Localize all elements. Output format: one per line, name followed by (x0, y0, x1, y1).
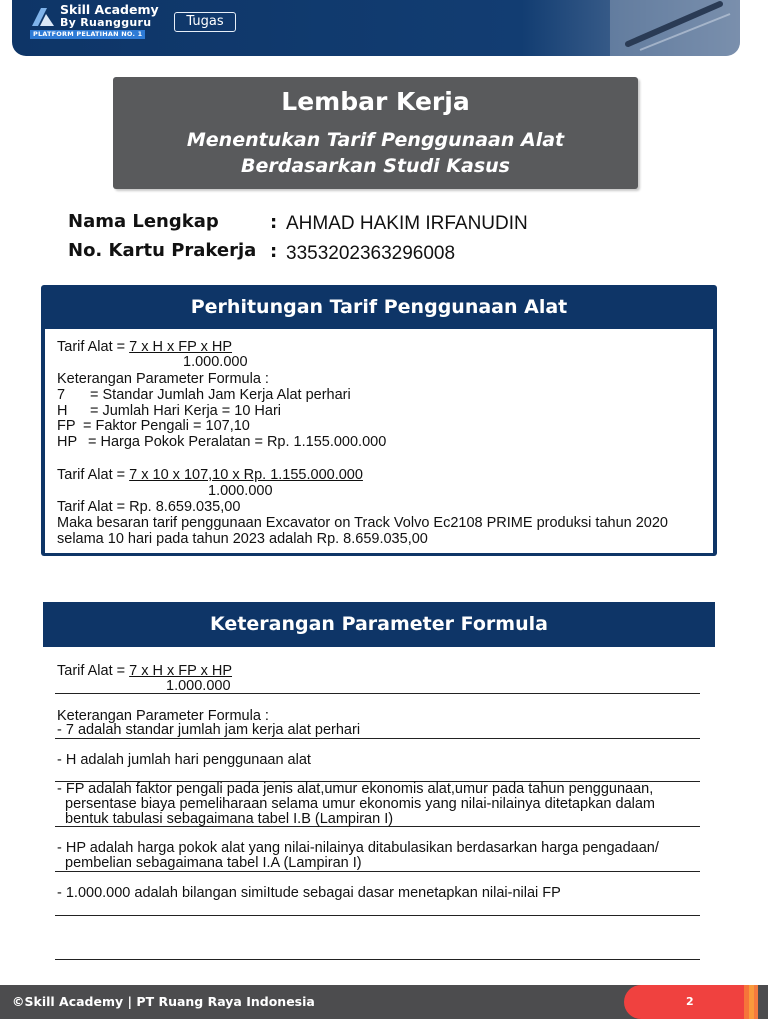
calculation-header: Perhitungan Tarif Penggunaan Alat (190, 296, 568, 318)
divider (55, 959, 700, 960)
calculation-section (41, 285, 717, 556)
conclusion-line2: selama 10 hari pada tahun 2023 adalah Rp. 8.659.035,00 (57, 531, 428, 547)
logo-tagline: PLATFORM PELATIHAN NO. 1 (30, 30, 145, 39)
name-value: AHMAD HAKIM IRFANUDIN (286, 213, 528, 234)
param-7-text: = Standar Jumlah Jam Kerja Alat perhari (90, 387, 351, 403)
param-fp-text: = Faktor Pengali = 107,10 (83, 418, 250, 434)
card-number-colon: : (270, 241, 278, 262)
divider (55, 915, 700, 916)
divider (55, 871, 700, 872)
param-h-key: H (57, 403, 68, 419)
title-box (113, 77, 638, 189)
param-item-hp-line1: - HP adalah harga pokok alat yang nilai-nilainya ditabulasikan berdasarkan harga pengadaan/ (57, 840, 659, 856)
tugas-badge: Tugas (174, 12, 236, 32)
formula-prefix: Tarif Alat = (57, 339, 130, 355)
param-item-hp-line2: pembelian sebagaimana tabel I.A (Lampiran I) (65, 855, 362, 871)
params-formula-line (57, 663, 232, 679)
conclusion-line1: Maka besaran tarif penggunaan Excavator on Track Volvo Ec2108 PRIME produksi tahun 2020 (57, 515, 668, 531)
params-formula-numerator: 7 x H x FP x HP (129, 663, 233, 679)
page-number: 2 (686, 995, 694, 1008)
page-subtitle-line2: Berdasarkan Studi Kasus (241, 155, 510, 177)
params-title: Keterangan Parameter Formula : (57, 371, 269, 387)
calculation-line (57, 467, 363, 483)
param-item-h: - H adalah jumlah hari penggunaan alat (57, 752, 311, 768)
param-item-fp-line1: - FP adalah faktor pengali pada jenis alat,umur ekonomis alat,umur pada tahun penggunaan, (57, 781, 654, 797)
formula-line (57, 339, 232, 355)
param-item-fp-line3: bentuk tabulasi sebagaimana tabel I.B (Lampiran I) (65, 811, 394, 827)
param-item-fp-line2: persentase biaya pemeliharaan selama umur ekonomis yang nilai-nilainya ditetapkan dalam (65, 796, 656, 812)
param-7-key: 7 (57, 387, 66, 403)
name-colon: : (270, 212, 278, 233)
page-number-pill (624, 985, 744, 1019)
param-item-divisor: - 1.000.000 adalah bilangan simiItude sebagai dasar menetapkan nilai-nilai FP (57, 885, 561, 901)
name-label: Nama Lengkap (68, 211, 219, 232)
card-number-value: 3353202363296008 (286, 243, 456, 264)
calculation-result: Tarif Alat = Rp. 8.659.035,00 (57, 499, 241, 515)
divider (55, 693, 700, 694)
calculation-denominator: 1.000.000 (208, 483, 273, 499)
param-item-7: - 7 adalah standar jumlah jam kerja alat perhari (57, 722, 361, 738)
formula-denominator: 1.000.000 (183, 354, 248, 370)
calculation-body (45, 329, 713, 553)
top-banner (12, 0, 740, 56)
footer (0, 985, 768, 1019)
params-list-title: Keterangan Parameter Formula : (57, 708, 269, 724)
params-formula-prefix: Tarif Alat = (57, 663, 130, 679)
divider (55, 738, 700, 739)
pen-decoration-icon (610, 0, 740, 56)
page-subtitle-line1: Menentukan Tarif Penggunaan Alat (186, 129, 565, 151)
calculation-prefix: Tarif Alat = (57, 467, 130, 483)
page-title: Lembar Kerja (281, 87, 470, 116)
footer-copyright: ©Skill Academy | PT Ruang Raya Indonesia (12, 994, 315, 1009)
footer-stripe (754, 985, 758, 1019)
card-number-label: No. Kartu Prakerja (68, 240, 257, 261)
parameters-header: Keterangan Parameter Formula (43, 602, 715, 647)
params-formula-denominator: 1.000.000 (166, 678, 231, 694)
formula-numerator: 7 x H x FP x HP (129, 339, 233, 355)
logo-subtitle: By Ruangguru (60, 16, 152, 29)
param-hp-text: = Harga Pokok Peralatan = Rp. 1.155.000.000 (88, 434, 387, 450)
param-hp-key: HP (57, 434, 78, 450)
divider (55, 826, 700, 827)
logo-title: Skill Academy (60, 2, 159, 17)
param-fp-key: FP (57, 418, 76, 434)
calculation-numerator: 7 x 10 x 107,10 x Rp. 1.155.000.000 (129, 467, 363, 483)
skill-academy-logo-icon (30, 6, 56, 28)
param-h-text: = Jumlah Hari Kerja = 10 Hari (90, 403, 281, 419)
